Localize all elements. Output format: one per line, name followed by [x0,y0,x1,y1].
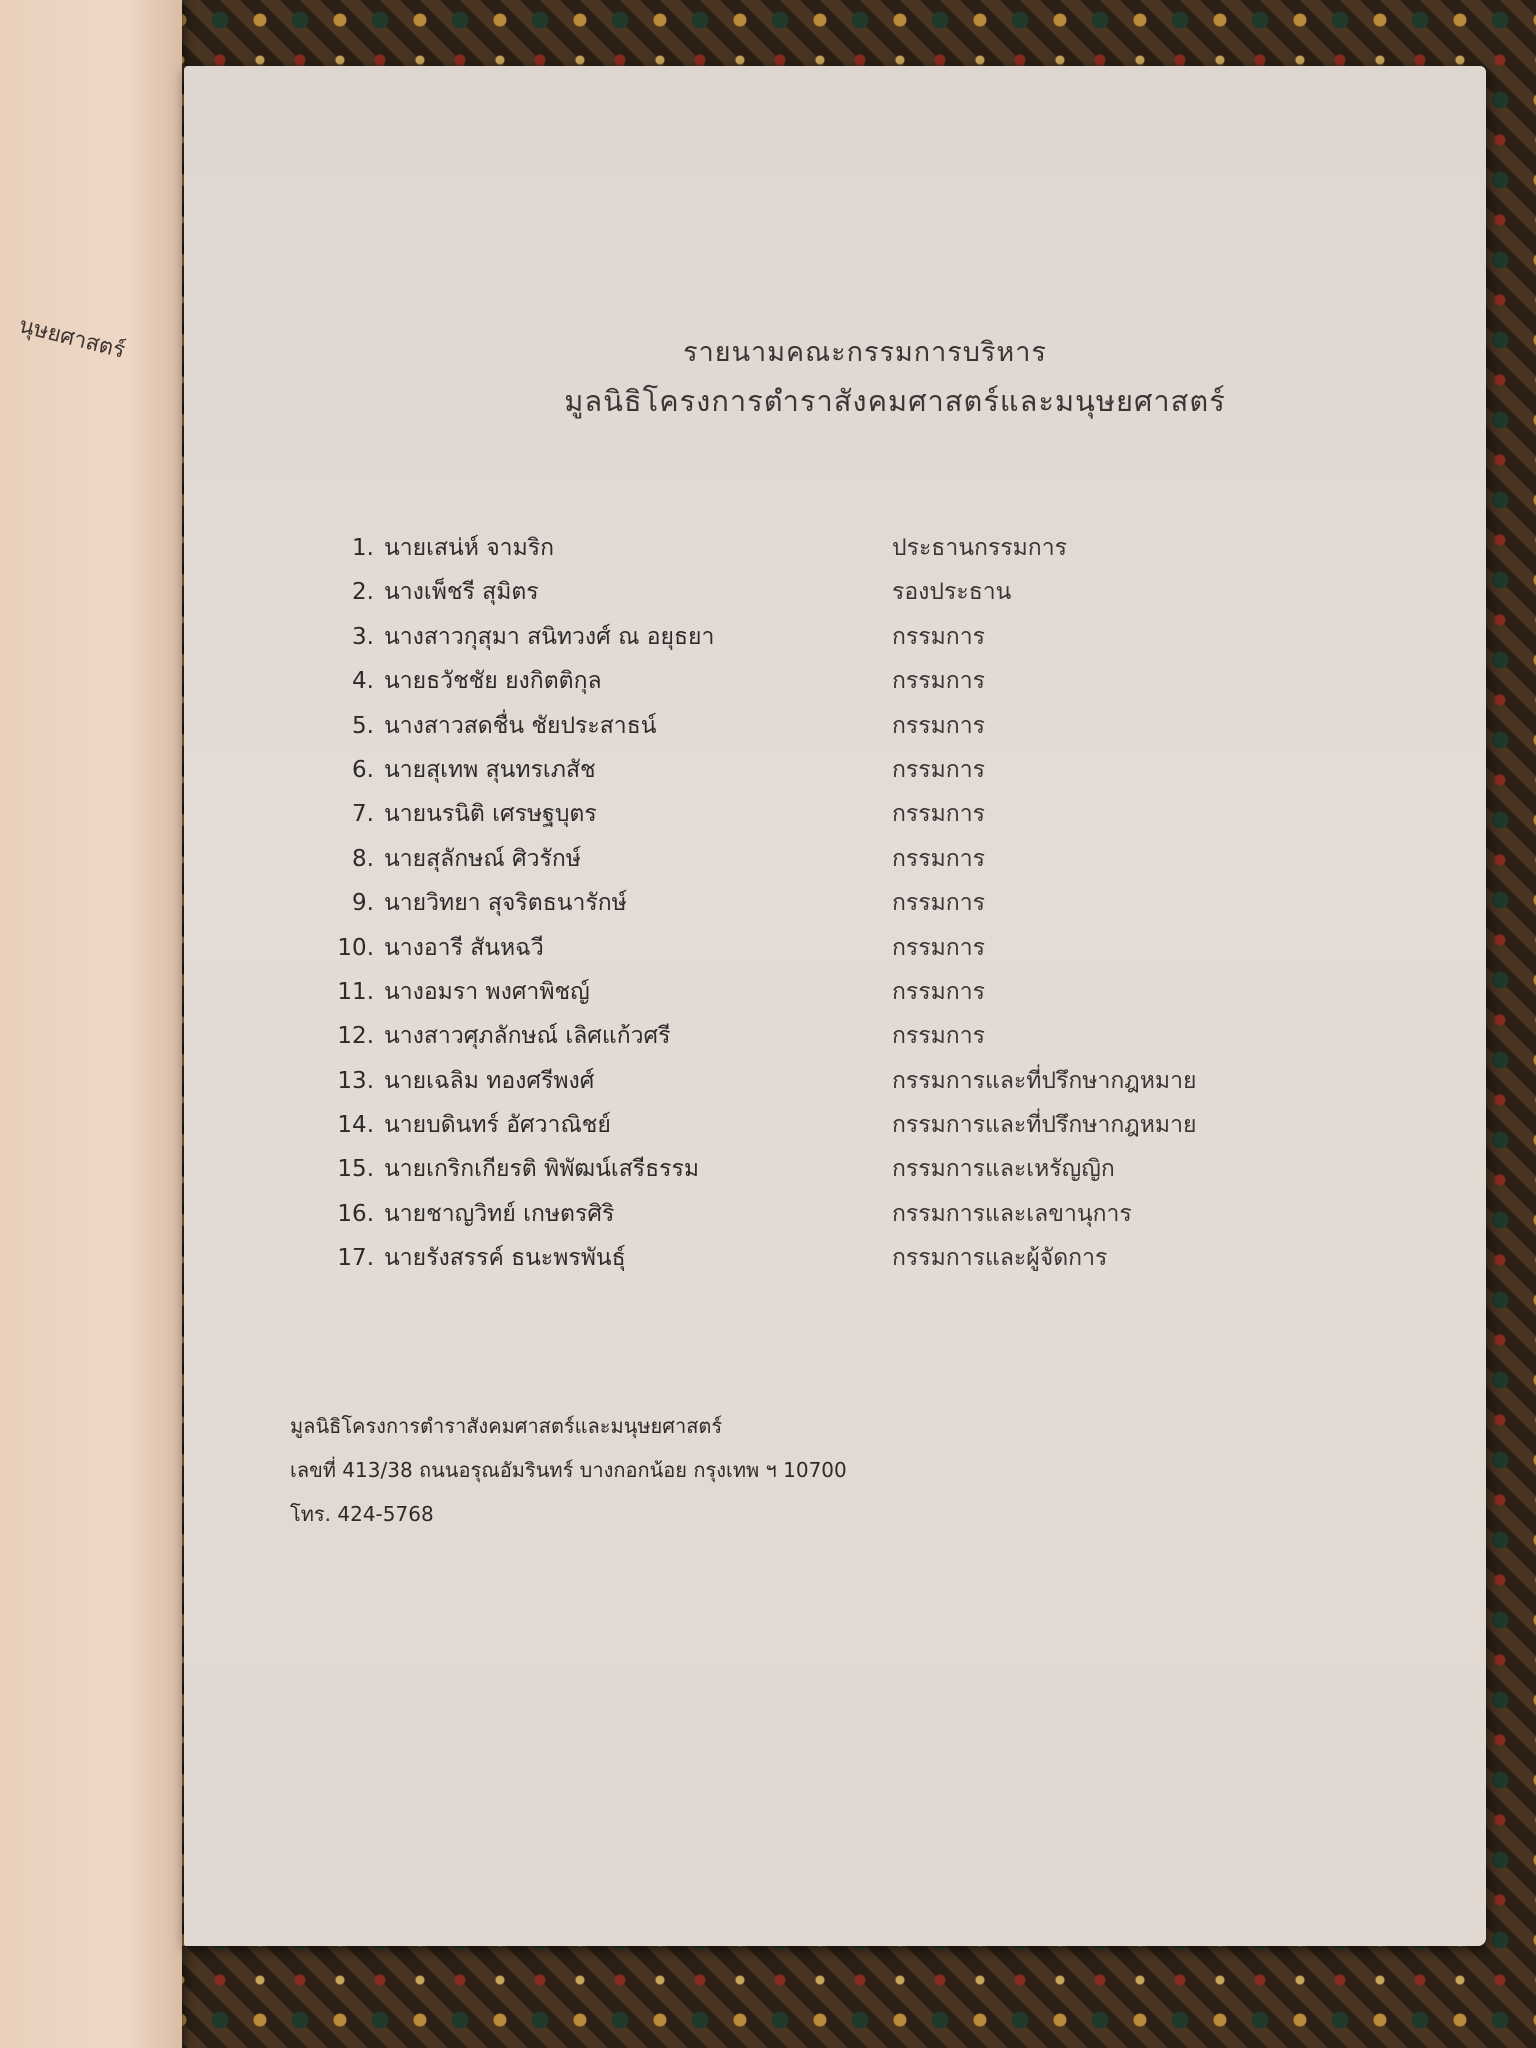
list-item [292,1103,1292,1147]
member-number: 16. [337,1200,374,1227]
member-number: 4. [352,668,374,695]
member-role: กรรมการ [892,623,985,650]
organization-name: มูลนิธิโครงการตำราสังคมศาสตร์และมนุษยศาสตร์ [290,1414,723,1438]
member-name: นายนรนิติ เศรษฐบุตร [384,801,597,828]
list-item [292,1192,1292,1236]
member-number: 10. [337,934,374,961]
member-role: กรรมการ [892,801,985,828]
member-role: กรรมการ [892,890,985,917]
member-number: 13. [337,1067,374,1094]
member-name: นายสุลักษณ์ ศิวรักษ์ [384,845,581,872]
member-name: นายวิทยา สุจริตธนารักษ์ [384,890,627,917]
member-name: นางอารี สันหฉวี [384,934,544,961]
left-page [0,0,182,2048]
member-name: นายบดินทร์ อัศวาณิชย์ [384,1112,611,1139]
list-item [292,1147,1292,1191]
list-item [292,615,1292,659]
member-number: 5. [352,712,374,739]
member-name: นายเฉลิม ทองศรีพงศ์ [384,1067,595,1094]
member-name: นายเกริกเกียรติ พิพัฒน์เสรีธรรม [384,1156,700,1183]
member-name: นายสุเทพ สุนทรเภสัช [384,756,596,783]
member-number: 3. [352,623,374,650]
list-item [292,970,1292,1014]
member-number: 2. [352,579,374,606]
document-page [184,66,1486,1946]
member-role: กรรมการและที่ปรึกษากฎหมาย [892,1067,1197,1094]
member-role: รองประธาน [892,579,1012,606]
member-number: 8. [352,845,374,872]
member-role: กรรมการและเหรัญญิก [892,1156,1115,1183]
member-role: กรรมการ [892,668,985,695]
list-item [292,570,1292,614]
street-address: เลขที่ 413/38 ถนนอรุณอัมรินทร์ บางกอกน้อย กรุงเทพ ฯ 10700 [290,1458,847,1482]
member-role: กรรมการ [892,1023,985,1050]
member-name: นายธวัชชัย ยงกิตติกุล [384,668,602,695]
list-item [292,659,1292,703]
list-item [292,1236,1292,1280]
member-role: กรรมการและผู้จัดการ [892,1245,1108,1272]
member-number: 6. [352,756,374,783]
member-role: กรรมการและเลขานุการ [892,1200,1132,1227]
member-number: 9. [352,890,374,917]
member-role: กรรมการ [892,845,985,872]
member-number: 14. [337,1112,374,1139]
member-name: นางเพ็ชรี สุมิตร [384,579,539,606]
member-number: 17. [337,1245,374,1272]
member-role: กรรมการ [892,756,985,783]
member-role: กรรมการ [892,978,985,1005]
list-item [292,1059,1292,1103]
member-name: นางสาวกุสุมา สนิทวงศ์ ณ อยุธยา [384,623,715,650]
list-item [292,704,1292,748]
member-name: นางสาวสดชื่น ชัยประสาธน์ [384,712,657,739]
member-number: 1. [352,535,374,561]
member-role: กรรมการ [892,712,985,739]
left-page-fragment: นุษยศาสตร์ [16,313,128,364]
address-block [290,1404,847,1536]
list-item [292,837,1292,881]
member-number: 12. [337,1023,374,1050]
member-role: ประธานกรรมการ [892,535,1067,561]
page-subtitle: มูลนิธิโครงการตำราสังคมศาสตร์และมนุษยศาสตร์ [564,384,1226,418]
list-item [292,926,1292,970]
member-number: 15. [337,1156,374,1183]
list-item [292,881,1292,925]
member-name: นายรังสรรค์ ธนะพรพันธุ์ [384,1245,626,1272]
list-item [292,1014,1292,1058]
page-title: รายนามคณะกรรมการบริหาร [683,337,1047,368]
member-role: กรรมการและที่ปรึกษากฎหมาย [892,1112,1197,1139]
member-role: กรรมการ [892,934,985,961]
phone-number: โทร. 424-5768 [290,1502,434,1526]
list-item [292,748,1292,792]
member-name: นางอมรา พงศาพิชญ์ [384,978,590,1005]
member-number: 11. [337,978,374,1005]
list-item [292,526,1292,570]
member-name: นางสาวศุภลักษณ์ เลิศแก้วศรี [384,1023,671,1050]
committee-list [292,526,1292,1281]
member-number: 7. [352,801,374,828]
member-name: นายชาญวิทย์ เกษตรศิริ [384,1200,615,1227]
member-name: นายเสน่ห์ จามริก [384,535,555,561]
list-item [292,792,1292,836]
